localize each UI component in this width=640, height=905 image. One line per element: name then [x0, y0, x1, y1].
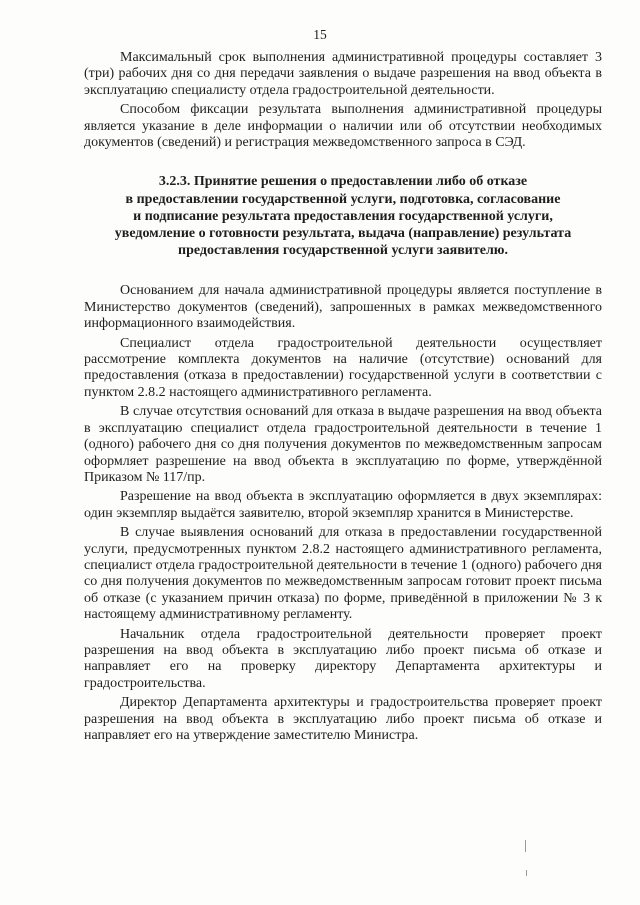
paragraph-basis: Основанием для начала административной процедуры является поступление в Министерство документов (сведений), запрошенных в рамках межведомственного информационного взаимодействия.: [84, 283, 602, 332]
heading-line: 3.2.3. Принятие решения о предоставлении либо об отказе: [158, 174, 528, 190]
paragraph-permit-issuance: В случае отсутствия оснований для отказа в выдаче разрешения на ввод объекта в эксплуатацию специалист отдела градостроительной деятельности в течение 1 (одного) рабочего дня со дня получения документов по межведомственным запросам оформляет разрешение на ввод объекта в эксплуатацию по форме, утверждённой Приказом № 117/пр.: [84, 404, 602, 485]
paragraph-max-duration: Максимальный срок выполнения административной процедуры составляет 3 (три) рабочих дня со дня передачи заявления о выдаче разрешения на ввод объекта в эксплуатацию специалисту отдела градостроительной деятельности.: [84, 50, 602, 98]
paragraph-specialist-review: Специалист отдела градостроительной деятельности осуществляет рассмотрение комплекта документов на наличие (отсутствие) оснований для предоставления (отказа в предоставлении) государственной услуги в соответствии с пунктом 2.8.2 настоящего административного регламента.: [84, 335, 602, 400]
paragraph-head-check: Начальник отдела градостроительной деятельности проверяет проект разрешения на ввод объекта в эксплуатацию либо проект письма об отказе и направляет его на проверку директору Департамента архитектуры и градостроительства.: [84, 626, 602, 691]
heading-line: предоставления государственной услуги заявителю.: [178, 243, 508, 259]
heading-line: уведомление о готовности результата, выдача (направление) результата: [114, 226, 572, 242]
paragraph-two-copies: Разрешение на ввод объекта в эксплуатацию оформляется в двух экземплярах: один экземпляр выдаётся заявителю, второй экземпляр хранится в Министерстве.: [84, 489, 602, 521]
heading-line: в предоставлении государственной услуги, подготовка, согласование: [125, 191, 561, 207]
page-content: [84, 50, 602, 744]
paragraph-fixation-method: Способом фиксации результата выполнения административной процедуры является указание в деле информации о наличии или об отсутствии необходимых документов (сведений) и регистрация межведомственного запроса в СЭД.: [84, 102, 602, 151]
paragraph-refusal-grounds: В случае выявления оснований для отказа в предоставлении государственной услуги, предусмотренных пунктом 2.8.2 настоящего административного регламента, специалист отдела градостроительной деятельности в течение 1 (одного) рабочего дня со дня получения документов по межведомственным запросам готовит проект письма об отказе (с указанием причин отказа) по форме, приведённой в приложении № 3 к настоящему административному регламенту.: [84, 525, 602, 623]
page-number: 15: [313, 27, 327, 42]
scan-artifact: [526, 870, 527, 876]
scan-artifact: [525, 840, 526, 852]
section-heading-3-2-3: [84, 173, 602, 259]
heading-line: и подписание результата предоставления государственной услуги,: [133, 208, 553, 224]
paragraph-director-check: Директор Департамента архитектуры и градостроительства проверяет проект разрешения на ввод объекта в эксплуатацию либо проект письма об отказе и направляет его на утверждение заместителю Министра.: [84, 695, 602, 744]
